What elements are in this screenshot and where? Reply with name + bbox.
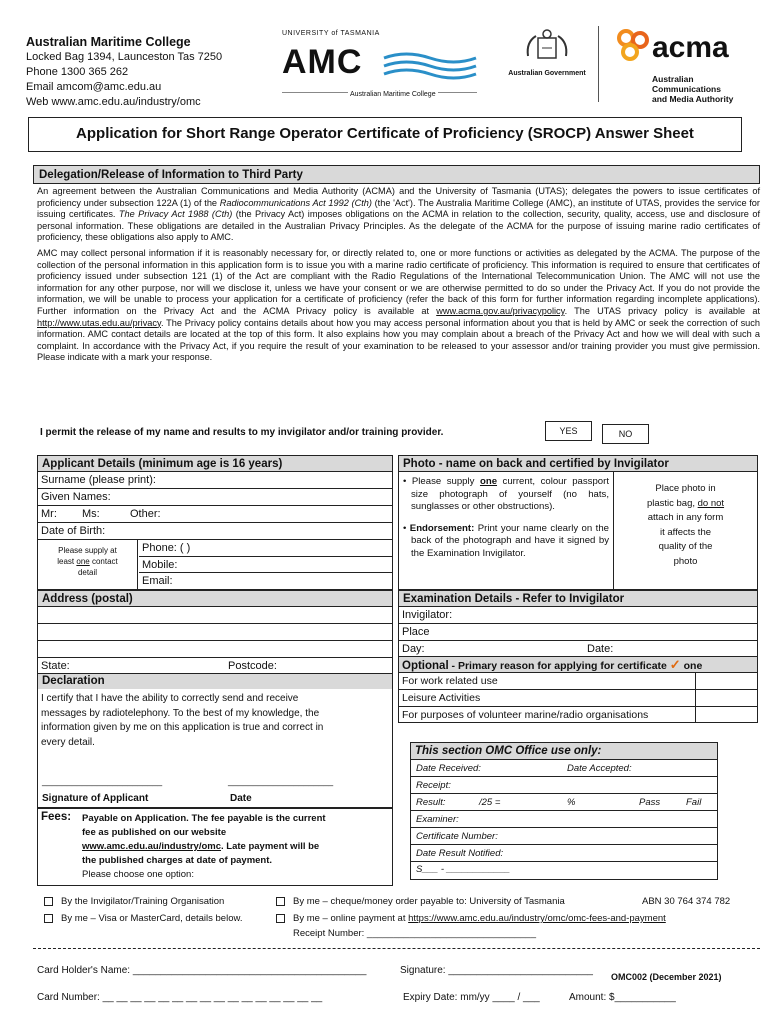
reason-volunteer: For purposes of volunteer marine/radio organisations <box>399 707 757 723</box>
abn: ABN 30 764 374 782 <box>642 896 731 907</box>
payment-link[interactable]: https://www.amc.edu.au/industry/omc/omc-fees-and-payment <box>408 913 666 924</box>
address-line-3[interactable] <box>38 641 392 658</box>
given-names-field[interactable]: Given Names: <box>38 489 392 506</box>
title-row <box>38 506 392 523</box>
email-line: Email amcom@amc.edu.au <box>26 81 162 93</box>
delegation-paragraph-1: An agreement between the Australian Communications and Media Authority (ACMA) and the University of Tasmania (UTAS); delegates the powers to issue certificates of proficiency under subsection 122A (1) of the Radiocommunications Act 1992 (Cth) (the 'Act'). The Australia Maritime College (AMC), an institute of UTAS, provides the service for issuing certificates. The Privacy Act 1988 (Cth) (the Privacy Act) imposes obligations on the ACMA in relation to the collection, security, quality, access, use and disclosure of personal information. These obligations are detailed in the Australian Privacy Principles. As the delegate of the ACMA for the purpose of issuing marine radio certificates of proficiency, these obligations also apply to AMC. <box>37 186 760 243</box>
address-line-1[interactable] <box>38 607 392 624</box>
photo-section <box>398 455 758 590</box>
acma-logo <box>616 26 756 106</box>
declaration-heading: Declaration <box>38 674 392 689</box>
reason-work: For work related use <box>399 673 757 690</box>
delegation-body <box>37 186 760 364</box>
payment-invigilator[interactable]: By the Invigilator/Training Organisation <box>44 895 224 909</box>
acma-privacy-link[interactable]: www.acma.gov.au/privacypolicy <box>436 305 565 316</box>
declaration-text: I certify that I have the ability to correctly send and receive messages by radiotelephony. To the best of my knowledge, the information given by me on this application is true and correct in every detail. <box>41 693 324 748</box>
signature-label: Signature of Applicant <box>42 793 149 804</box>
permit-yes-box[interactable]: YES <box>545 421 592 441</box>
exam-date-field[interactable]: Date: <box>587 643 614 655</box>
fees-section <box>37 808 393 886</box>
payment-cheque[interactable]: By me – cheque/money order payable to: University of Tasmania <box>276 895 565 909</box>
email-field[interactable]: Email: <box>139 572 392 589</box>
amc-sub: Australian Maritime College <box>350 91 436 98</box>
tick-icon: ✓ <box>669 657 681 672</box>
fees-label: Fees: <box>41 811 72 823</box>
expiry-row: Expiry Date: mm/yy ____ / ___ <box>403 992 540 1003</box>
office-use-section <box>410 742 718 880</box>
photo-heading: Photo - name on back and certified by Invigilator <box>399 456 757 472</box>
examiner-field[interactable]: Examiner: <box>411 811 717 828</box>
payment-card[interactable]: By me – Visa or MasterCard, details below. <box>44 912 242 926</box>
checkbox-invigilator[interactable] <box>44 897 53 906</box>
acma-sub-3: and Media Authority <box>652 94 734 104</box>
address-heading: Address (postal) <box>38 591 392 607</box>
gov-logo <box>502 28 592 90</box>
certificate-number-field[interactable]: Certificate Number: <box>411 828 717 845</box>
checkbox-online[interactable] <box>276 914 285 923</box>
date-line[interactable]: _____________________ <box>228 776 334 786</box>
card-signature-line[interactable]: __________________________ <box>448 965 593 976</box>
utas-text: UNIVERSITY of TASMANIA <box>282 30 380 37</box>
card-number-row: Card Number: __ __ __ __ __ __ __ __ __ __ __ __ __ __ __ __ <box>37 992 323 1003</box>
reason-volunteer-box[interactable] <box>695 707 757 723</box>
college-contact <box>26 34 222 110</box>
signature-line[interactable]: ________________________ <box>42 776 163 786</box>
receipt-number: Receipt Number: ________________________________ <box>293 928 536 939</box>
payment-online[interactable]: By me – online payment at https://www.amc.edu.au/industry/omc/omc-fees-and-payment <box>276 912 666 926</box>
date-label: Date <box>230 793 252 804</box>
gov-text: Australian Government <box>508 70 586 77</box>
acma-sub-1: Australian <box>652 74 694 84</box>
title-box <box>28 117 742 152</box>
card-holder-row: Card Holder's Name: __________________________________________ <box>37 965 367 976</box>
receipt-number-line[interactable]: ________________________________ <box>366 928 536 939</box>
page-title: Application for Short Range Operator Certificate of Proficiency (SROCP) Answer Sheet <box>76 125 694 142</box>
fail-option[interactable]: Fail <box>686 797 702 808</box>
phone-line: Phone 1300 365 262 <box>26 66 129 78</box>
reason-work-box[interactable] <box>695 673 757 689</box>
wave-icon <box>382 50 478 80</box>
result-row: Result: /25 = % Pass Fail <box>411 794 717 811</box>
day-field[interactable]: Day: <box>402 643 425 655</box>
exam-section <box>398 590 758 723</box>
other-option[interactable]: Other: <box>130 508 161 520</box>
expiry-line[interactable]: ____ / ___ <box>492 992 540 1003</box>
day-date-row <box>399 641 757 657</box>
surname-field[interactable]: Surname (please print): <box>38 472 392 489</box>
checkbox-cheque[interactable] <box>276 897 285 906</box>
utas-privacy-link[interactable]: http://www.utas.edu.au/privacy <box>37 317 161 328</box>
s-number-field[interactable]: S___ - ____________ <box>416 864 511 875</box>
card-number-line[interactable]: __ __ __ __ __ __ __ __ __ __ __ __ __ __ __ __ <box>102 992 323 1003</box>
card-holder-line[interactable]: __________________________________________ <box>132 965 367 976</box>
dob-field[interactable]: Date of Birth: <box>38 523 392 540</box>
photo-bullet-1: • Please supply one current, colour passport size photograph of yourself (no hats, sunglasses or other obstructions). <box>403 476 610 512</box>
photo-placeholder[interactable]: Place photo in plastic bag, do not attach in any form it affects the quality of the photo <box>613 472 757 589</box>
photo-bullet-2: • Endorsement: Print your name clearly on the back of the photograph and have it signed by the Examination Invigilator. <box>403 522 609 559</box>
photo-instructions <box>401 476 609 560</box>
card-signature-row: Signature: __________________________ <box>400 965 593 976</box>
fees-text: Payable on Application. The fee payable is the current fee as published on our website www.amc.edu.au/industry/omc. Late payment will be the published charges at date of payment. Please choose one option: <box>82 813 326 880</box>
mr-option[interactable]: Mr: <box>41 508 57 520</box>
address-line: Locked Bag 1394, Launceston Tas 7250 <box>26 51 223 63</box>
office-heading: This section OMC Office use only: <box>411 743 717 760</box>
result-field[interactable]: Result: <box>416 797 446 808</box>
web-line: Web www.amc.edu.au/industry/omc <box>26 96 201 108</box>
receipt-field[interactable]: Receipt: <box>411 777 717 794</box>
permit-release-label: I permit the release of my name and results to my invigilator and/or training provider. <box>40 427 444 438</box>
postcode-field[interactable]: Postcode: <box>228 660 277 672</box>
date-received-field[interactable]: Date Received: <box>416 763 481 774</box>
applicant-heading: Applicant Details (minimum age is 16 years) <box>38 456 392 472</box>
coat-of-arms-icon <box>522 28 572 68</box>
delegation-paragraph-2: AMC may collect personal information if it is reasonably necessary for, or directly related to, one or more functions or activities as delegated by the ACMA. The purpose of the collection of the personal information in this application form is to issue you with a marine radio certificate of proficiency. This information is required to ensure that certificates of proficiency issued under subsection 121 (1) of the Act are compliant with the Radio Regulations of the International Telecommunication Union. The AMC will not use the information for any other purpose, nor will we disclose it, unless we have your consent or we are otherwise permitted to do so under the Privacy Act. If you do not provide the information, we will be unable to process your application for a certificate of proficiency (refer the back of this form for further information regarding incomplete applications). Further information on the Privacy Act and the ACMA Privacy policy is available at www.acma.gov.au/privacypolicy. The UTAS privacy policy is available at http://www.utas.edu.au/privacy. The Privacy policy contains details about how you may access personal information about you that is held by AMC or seek the correction of such information. AMC contact details are located at the top of this form. It also explains how you may complain about a breach of the Privacy Act and how we will deal with such a complaint. In accordance with the Privacy Act, if you require the result of your examination to be released to your assessor and/or training provider you must give permission. Please indicate with a mark your response. <box>37 247 760 363</box>
applicant-details-section <box>37 455 393 590</box>
state-postcode-row <box>38 658 392 674</box>
delegation-heading-bar <box>33 165 760 184</box>
invigilator-field[interactable]: Invigilator: <box>399 607 757 624</box>
date-notified-field[interactable]: Date Result Notified: <box>411 845 717 862</box>
amount-field[interactable]: Amount: $___________ <box>569 992 676 1003</box>
form-code: OMC002 (December 2021) <box>611 972 722 982</box>
checkbox-card[interactable] <box>44 914 53 923</box>
reason-leisure: Leisure Activities <box>399 690 757 707</box>
ms-option[interactable]: Ms: <box>82 508 100 520</box>
address-line-2[interactable] <box>38 624 392 641</box>
pass-option[interactable]: Pass <box>639 797 661 808</box>
contact-note: Please supply at least one contact detail <box>38 540 138 589</box>
phone-field[interactable]: Phone: ( ) <box>142 542 191 554</box>
date-received-row <box>411 760 717 777</box>
state-field[interactable]: State: <box>41 660 70 672</box>
mobile-field[interactable]: Mobile: <box>139 556 392 573</box>
acma-sub-2: Communications <box>652 84 721 94</box>
date-accepted-field[interactable]: Date Accepted: <box>567 763 632 774</box>
acma-wordmark: acma <box>652 31 729 64</box>
declaration-section <box>37 688 393 808</box>
amc-logo <box>282 30 482 105</box>
delegation-heading: Delegation/Release of Information to Third Party <box>39 169 303 181</box>
exam-heading: Examination Details - Refer to Invigilator <box>399 591 757 607</box>
permit-no-box[interactable]: NO <box>602 424 649 444</box>
reason-leisure-box[interactable] <box>695 690 757 706</box>
place-field[interactable]: Place <box>399 624 757 641</box>
contact-block <box>38 540 392 589</box>
fees-link[interactable]: www.amc.edu.au/industry/omc <box>82 841 222 852</box>
college-name: Australian Maritime College <box>26 35 191 49</box>
address-section <box>37 590 393 688</box>
cut-line <box>33 948 760 949</box>
optional-heading: Optional - Primary reason for applying for certificate ✓ one <box>399 657 757 673</box>
amc-wordmark: AMC <box>282 43 363 81</box>
acma-mark-icon <box>616 28 652 62</box>
